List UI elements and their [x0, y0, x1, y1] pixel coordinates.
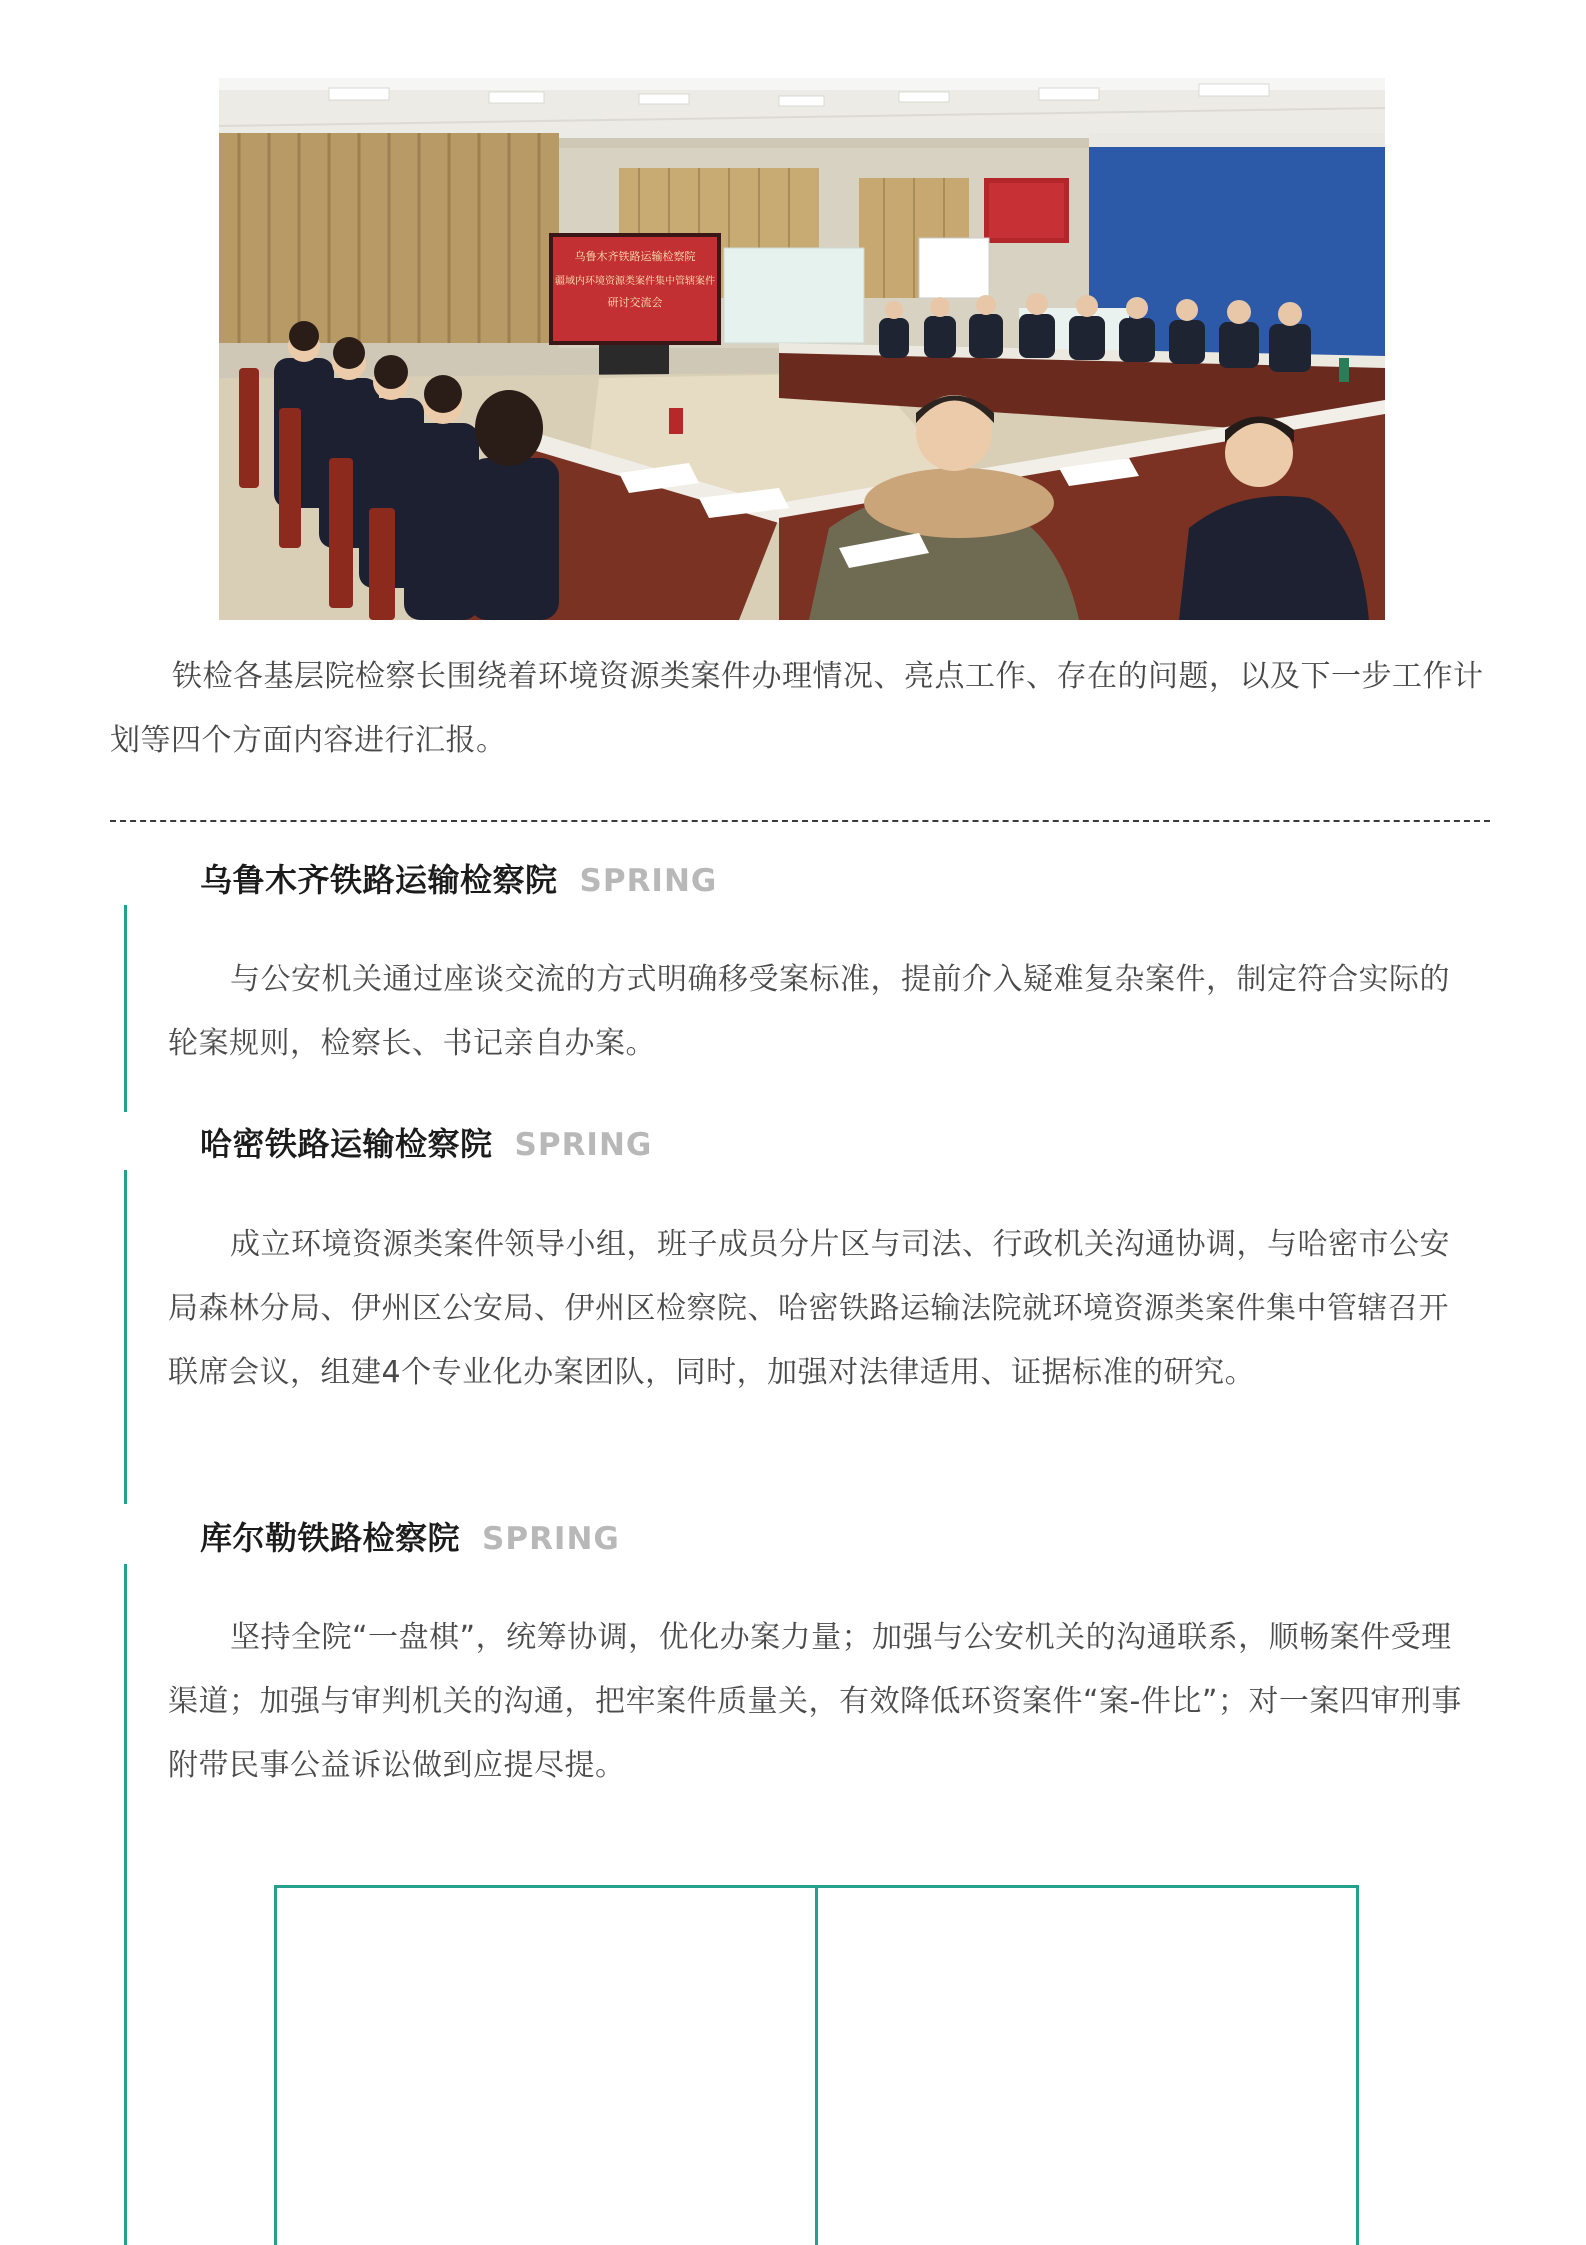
meeting-photo — [219, 78, 1385, 620]
section-title: 哈密铁路运输检察院 — [200, 1125, 493, 1163]
section-body-korla: 坚持全院“一盘棋”，统筹协调，优化办案力量；加强与公安机关的沟通联系，顺畅案件受理渠道；加强与审判机关的沟通，把牢案件质量关，有效降低环资案件“案-件比”；对一案四审刑事附带民事公益诉讼做到应提尽提。 — [168, 1620, 1462, 1783]
dashed-divider — [110, 820, 1490, 822]
image-grid-divider — [815, 1885, 818, 2245]
section-tag: SPRING — [579, 863, 718, 899]
section-body-hami: 成立环境资源类案件领导小组，班子成员分片区与司法、行政机关沟通协调，与哈密市公安局森林分局、伊州区公安局、伊州区检察院、哈密铁路运输法院就环境资源类案件集中管辖召开联席会议，组建4个专业化办案团队，同时，加强对法律适用、证据标准的研究。 — [168, 1227, 1450, 1390]
section-accent-line — [124, 1564, 127, 2245]
section-accent-line — [124, 1170, 127, 1504]
section-tag: SPRING — [514, 1127, 653, 1163]
section-title: 库尔勒铁路检察院 — [200, 1519, 461, 1557]
section-tag: SPRING — [482, 1521, 620, 1557]
screen-line-3: 研讨交流会 — [607, 296, 663, 309]
section-accent-line — [124, 905, 127, 1112]
section-header-korla — [200, 1513, 620, 1563]
section-body-urumqi: 与公安机关通过座谈交流的方式明确移受案标准，提前介入疑难复杂案件，制定符合实际的轮案规则，检察长、书记亲自办案。 — [168, 962, 1450, 1061]
screen-line-2: 疆域内环境资源类案件集中管辖案件 — [555, 276, 715, 287]
section-title: 乌鲁木齐铁路运输检察院 — [200, 861, 558, 899]
intro-paragraph: 铁检各基层院检察长围绕着环境资源类案件办理情况、亮点工作、存在的问题，以及下一步工作计划等四个方面内容进行汇报。 — [110, 659, 1484, 758]
screen-line-1: 乌鲁木齐铁路运输检察院 — [574, 250, 696, 263]
section-header-urumqi — [200, 855, 717, 905]
section-header-hami — [200, 1119, 652, 1169]
